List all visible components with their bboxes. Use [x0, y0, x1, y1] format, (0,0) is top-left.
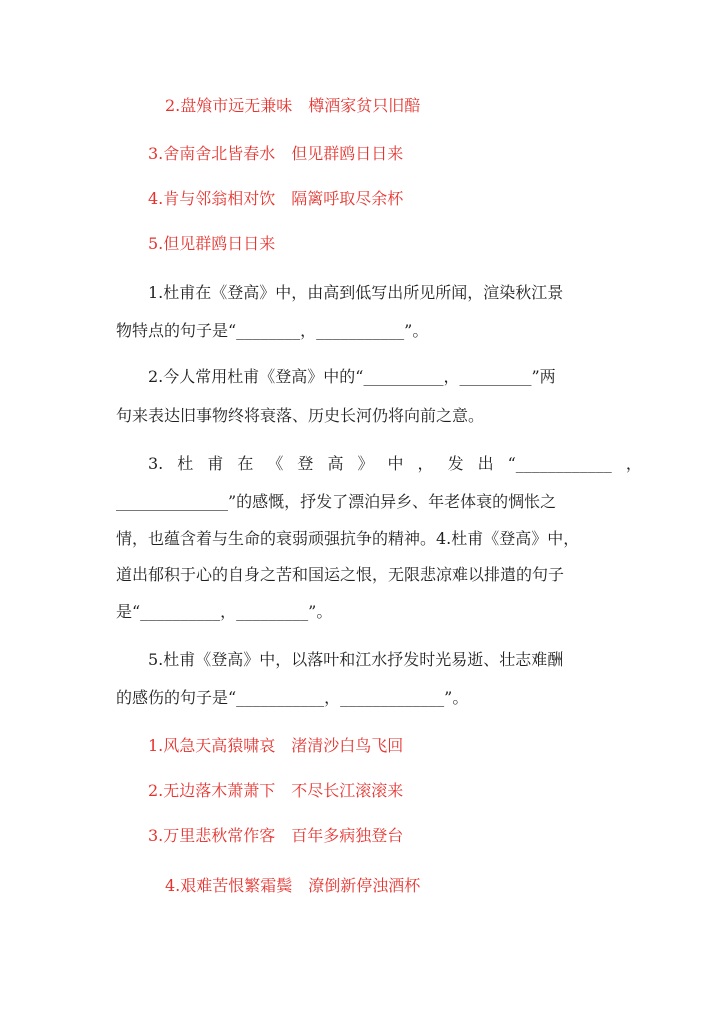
question-1-line-1: 1.杜甫在《登高》中，由高到低写出所见所闻，渲染秋江景 [148, 283, 564, 302]
q3-part: 登 [297, 454, 314, 473]
q3-part: 在 [237, 454, 254, 473]
question-5-line-1: 5.杜甫《登高》中，以落叶和江水抒发时光易逝、壮志难酬 [148, 650, 564, 669]
q3-part: 出 [477, 454, 494, 473]
q3-part: 甫 [207, 454, 224, 473]
answer-bottom-4: 4.艰难苦恨繁霜鬓 潦倒新停浊酒杯 [165, 876, 421, 895]
q3-part: ， [417, 454, 434, 473]
question-3-line-1 [148, 452, 642, 476]
q3-part: ， [625, 454, 642, 473]
question-3-line-3: 情，也蕴含着与生命的衰弱顽强抗争的精神。4.杜甫《登高》中， [116, 529, 580, 548]
question-5-line-2: 的感伤的句子是“___________，_____________”。 [116, 688, 469, 707]
q3-part: “____________ [507, 454, 612, 473]
q3-part: 《 [267, 454, 284, 473]
q3-part: 杜 [177, 454, 194, 473]
question-1-line-2: 物特点的句子是“________，___________”。 [116, 321, 429, 340]
answer-line-5: 5.但见群鸥日日来 [148, 234, 276, 253]
q3-part: 》 [357, 454, 374, 473]
answer-bottom-3: 3.万里悲秋常作客 百年多病独登台 [148, 826, 404, 845]
q3-part: 高 [327, 454, 344, 473]
question-4-line-3: 是“__________，_________”。 [116, 602, 333, 621]
q3-part: 中 [387, 454, 404, 473]
question-4-line-2: 道出郁积于心的自身之苦和国运之恨，无限悲凉难以排遣的句子 [116, 565, 565, 584]
q3-part: 3. [148, 454, 164, 473]
answer-line-2: 2.盘飧市远无兼味 樽酒家贫只旧醅 [165, 96, 421, 115]
question-2-line-1: 2.今人常用杜甫《登高》中的“__________，_________”两 [148, 367, 556, 386]
answer-bottom-2: 2.无边落木萧萧下 不尽长江滚滚来 [148, 781, 404, 800]
question-2-line-2: 句来表达旧事物终将衰落、历史长河仍将向前之意。 [116, 406, 485, 425]
question-3-line-2: ______________”的感慨，抒发了漂泊异乡、年老体衰的惆怅之 [116, 492, 557, 511]
answer-line-3: 3.舍南舍北皆春水 但见群鸥日日来 [148, 144, 404, 163]
q3-part: 发 [447, 454, 464, 473]
answer-line-4: 4.肯与邻翁相对饮 隔篱呼取尽余杯 [148, 189, 404, 208]
answer-bottom-1: 1.风急天高猿啸哀 渚清沙白鸟飞回 [148, 736, 404, 755]
